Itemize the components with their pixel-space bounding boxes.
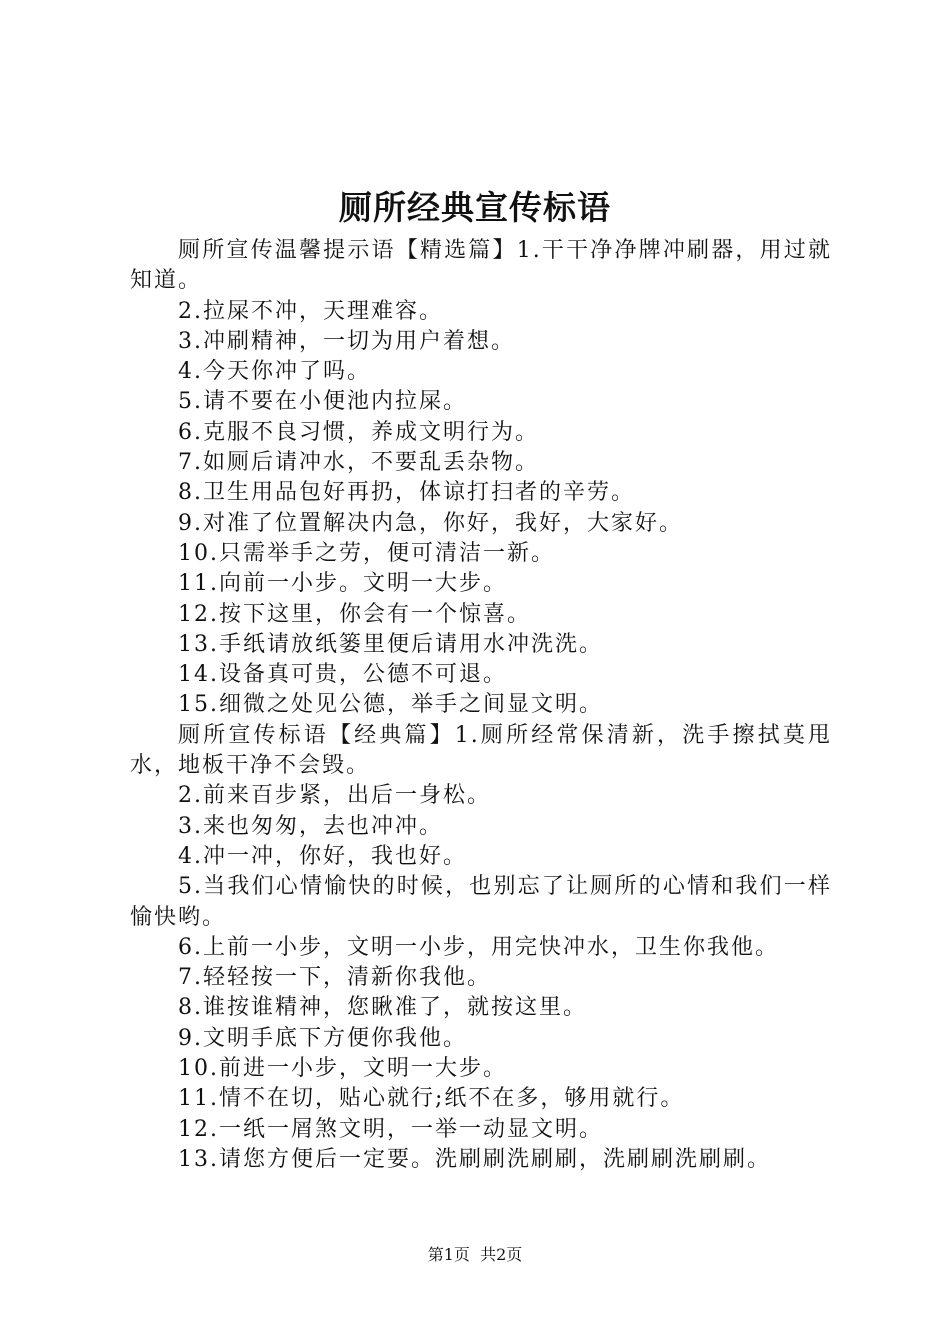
paragraph: 2.拉屎不冲，天理难容。 [178,298,443,324]
paragraph: 12.一纸一屑煞文明，一举一动显文明。 [178,1116,603,1142]
page-footer [0,1243,950,1267]
paragraph: 3.冲刷精神，一切为用户着想。 [178,328,515,354]
paragraph: 7.如厕后请冲水，不要乱丢杂物。 [178,450,539,476]
paragraph: 10.只需举手之劳，便可清洁一新。 [178,540,555,566]
paragraph: 厕所宣传标语【经典篇】1.厕所经常保清新，洗手擦拭莫甩水，地板干净不会毁。 [130,722,832,779]
paragraph: 7.轻轻按一下，清新你我他。 [178,965,491,991]
paragraph: 12.按下这里，你会有一个惊喜。 [178,601,531,627]
paragraph: 11.向前一小步。文明一大步。 [178,571,507,597]
paragraph: 14.设备真可贵，公德不可退。 [178,662,507,688]
paragraph: 15.细微之处见公德，举手之间显文明。 [178,692,603,718]
paragraph: 4.今天你冲了吗。 [178,359,371,385]
paragraph: 5.当我们心情愉快的时候，也别忘了让厕所的心情和我们一样愉快哟。 [130,874,832,930]
document-title: 厕所经典宣传标语 [339,188,611,227]
paragraph: 4.冲一冲，你好，我也好。 [178,843,467,869]
paragraph: 13.请您方便后一定要。洗刷刷洗刷刷，洗刷刷洗刷刷。 [178,1146,771,1172]
paragraph: 2.前来百步紧，出后一身松。 [178,783,491,809]
paragraph: 11.情不在切，贴心就行;纸不在多，够用就行。 [178,1086,685,1112]
paragraph: 8.谁按谁精神，您瞅准了，就按这里。 [178,995,587,1021]
paragraph: 9.文明手底下方便你我他。 [178,1025,467,1051]
paragraph: 8.卫生用品包好再扔，体谅打扫者的辛劳。 [178,480,635,506]
paragraph: 9.对准了位置解决内急，你好，我好，大家好。 [178,510,683,536]
paragraph: 13.手纸请放纸篓里便后请用水冲洗洗。 [178,631,603,657]
paragraph: 5.请不要在小便池内拉屎。 [178,389,467,415]
paragraph: 6.克服不良习惯，养成文明行为。 [178,419,539,445]
paragraph: 3.来也匆匆，去也冲冲。 [178,813,443,839]
page-number-label: 第1页 共2页 [427,1245,523,1264]
paragraph: 厕所宣传温馨提示语【精选篇】1.干干净净牌冲刷器，用过就知道。 [130,238,832,294]
document-body [130,236,832,1175]
paragraph: 6.上前一小步，文明一小步，用完快冲水，卫生你我他。 [178,934,779,960]
paragraph: 10.前进一小步，文明一大步。 [178,1056,507,1082]
